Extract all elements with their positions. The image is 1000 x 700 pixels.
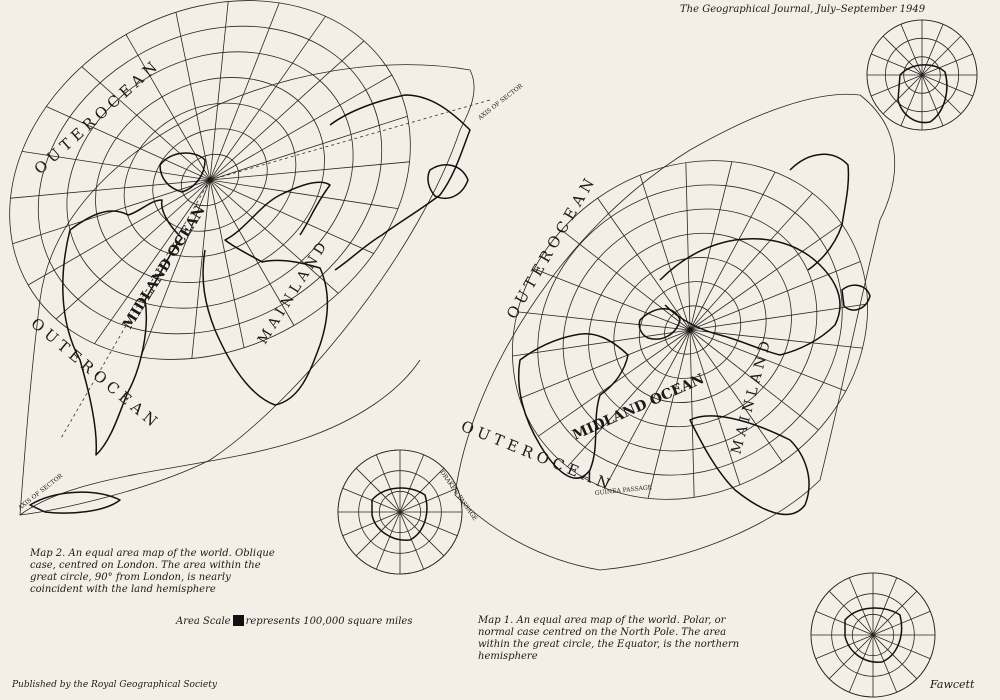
map-2-meridian: [210, 180, 374, 254]
map-2-meridian: [11, 180, 211, 198]
map-1-midland-ocean: MIDLAND OCEAN: [570, 371, 707, 444]
map-2-meridian: [56, 180, 210, 319]
map-1-outer-ocean-bottom: O U T E R O C E A N: [458, 417, 613, 494]
map-1-guinea-passage: GUINEA PASSAGE: [594, 484, 653, 497]
map-2-outer-ocean-top: O U T E R O C E A N: [30, 58, 161, 178]
map-1-meridian: [690, 330, 740, 485]
map-1-meridian: [562, 230, 690, 330]
map-1-meridian: [690, 330, 863, 348]
map-2-meridian: [210, 162, 410, 180]
map-2-americas-coast: [63, 200, 182, 455]
author-credit: Fawcett: [930, 678, 975, 691]
map-1-inset-2-meridian: [873, 635, 917, 679]
map-1-inset-1-meridian: [400, 512, 444, 556]
map-1-inset-1-meridian: [400, 468, 444, 512]
map-1-eurasia-coast: [660, 239, 840, 355]
map-1-inset-2-meridian: [829, 635, 873, 679]
map-1-outer-ocean-top: O U T E R O C E A N: [502, 175, 598, 322]
map-1-inset-0-meridian: [883, 75, 922, 114]
map-1-meridian: [598, 198, 690, 330]
area-scale: [176, 615, 412, 627]
map-1-meridian: [690, 193, 813, 330]
map-1: [338, 20, 977, 697]
area-scale-square: [233, 615, 244, 626]
area-scale-prefix: Area Scale: [176, 616, 231, 627]
area-scale-suffix: represents 100,000 square miles: [245, 616, 413, 627]
map-1-north-pole: [688, 328, 693, 333]
publisher-credit: Published by the Royal Geographical Society: [12, 680, 217, 690]
map-2-antarctica-coast: [30, 492, 120, 513]
map-1-asia-east-coast: [790, 154, 848, 270]
map-1-meridian: [686, 163, 690, 330]
map-1-polar-insets: [338, 20, 977, 697]
map-1-meridian: [690, 304, 868, 330]
map-2-meridian: [210, 116, 407, 180]
map-1-mainland: M A I N L A N D: [728, 339, 774, 457]
map-1-meridian: [690, 262, 860, 330]
map-2-caption: Map 2. An equal area map of the world. Oblique case, centred on London. The area within the great circle, 90° from London, is nearly coincident with the land hemisphere: [30, 548, 275, 595]
map-1-meridian: [690, 330, 694, 497]
map-1-meridian: [640, 175, 690, 330]
map-1-inset-2-meridian: [829, 591, 873, 635]
map-2-meridian: [210, 41, 364, 180]
map-2: [0, 0, 525, 515]
map-1-caption: Map 1. An equal area map of the world. Polar, or normal case centred on the North Pole. The area within the great circle, the Equator, is the northern hemisphere: [478, 615, 740, 662]
map-1-inset-0-meridian: [883, 36, 922, 75]
map-1-meridian: [512, 330, 690, 356]
map-1-drakes-passage: DRAKE'S PASSAGE: [438, 469, 479, 523]
map-2-outer-ocean-bottom: O U T E R O C E A N: [27, 314, 161, 431]
map-1-inset-2-meridian: [873, 591, 917, 635]
map-2-axis-label-lower: AXIS OF SECTOR: [16, 472, 65, 512]
journal-header: The Geographical Journal, July–September 1949: [680, 4, 926, 15]
map-1-meridian: [517, 312, 690, 330]
map-1-inset-1-meridian: [356, 512, 400, 556]
map-2-graticule: [0, 0, 476, 515]
map-2-europe-africa-coast: [203, 182, 330, 405]
map-2-axis-label-upper: AXIS OF SECTOR: [476, 82, 525, 122]
map-2-meridian: [210, 3, 279, 180]
map-2-meridian: [95, 180, 211, 344]
map-2-meridian: [210, 16, 326, 180]
map-2-mainland: M A I N L A N D: [254, 240, 331, 348]
map-1-inset-1-meridian: [356, 468, 400, 512]
map-1-australia-coast: [842, 285, 870, 310]
map-1-meridian: [690, 172, 775, 330]
map-2-midland-ocean: MIDLAND OCEAN: [119, 202, 209, 333]
map-2-meridian: [210, 75, 392, 180]
